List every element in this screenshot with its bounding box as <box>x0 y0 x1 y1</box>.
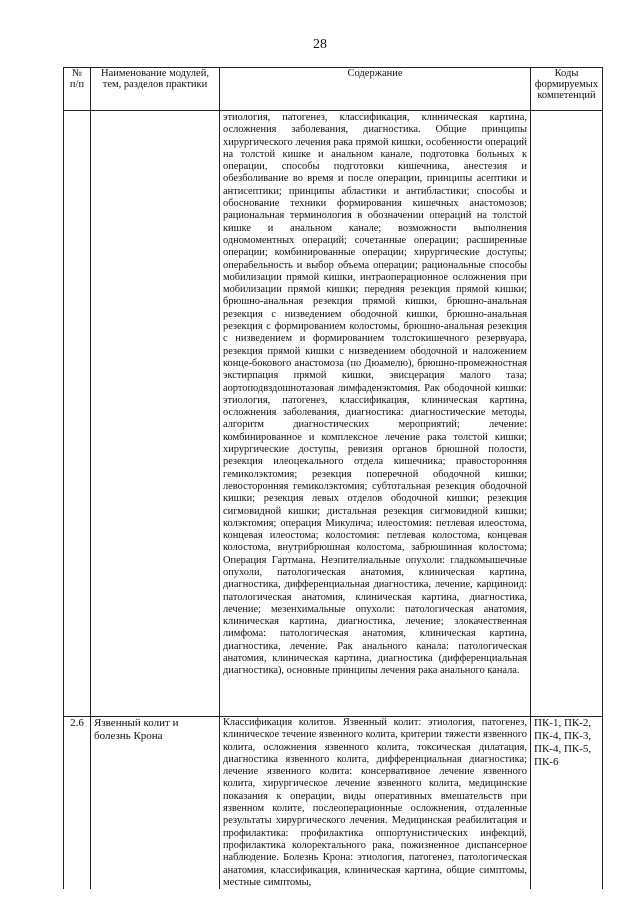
header-content: Содержание <box>220 68 531 111</box>
table-row <box>64 717 603 890</box>
table-row <box>64 111 603 717</box>
header-num: № п/п <box>64 68 91 111</box>
header-name: Наименование модулей, тем, разделов практики <box>91 68 220 111</box>
header-codes: Коды формируемых компетенций <box>531 68 603 111</box>
row-num <box>64 111 91 717</box>
table-header-row <box>64 68 603 111</box>
row-name <box>91 111 220 717</box>
row-codes <box>531 111 603 717</box>
row-content: этиология, патогенез, классификация, клиническая картина, осложнения заболевания, диагностика. Общие принципы хирургического лечения рака прямой кишки, особенности операций на толстой кишке и анальном канале, подготовка больных к операции, способы подготовки кишечника, анестезия и обезболивание во время и после операции, принципы асептики и антисептики; принципы абластики и антибластики; способы и обоснование техники формирования кишечных анастомозов; рациональная терминология в обозначении операций на толстой кишке и анальном канале; возможности выполнения одномоментных операций; сочетанные операции; расширенные операции; комбинированные операции; хирургические доступы; операбельность и выбор объема операции; рациональные способы мобилизации прямой кишки, интраоперационное осложнения при мобилизации прямой кишки; передняя резекция прямой кишки; брюшно-анальная резекция прямой кишки, брюшно-анальная резекция с низведением ободочной кишки, брюшно-анальная резекция с формированием колостомы, брюшно-анальная резекция с низведением и формированием толстокишечного резервуара, резекция прямой кишки с низведением ободочной и наложением конце-бокового анастомоза (по Дюамелю), брюшно-промежностная экстирпация прямой кишки, эвисцерация малого таза; аортоподвздошнотазовая лимфаденэктомия. Рак ободочной кишки: этиология, патогенез, классификация, клиническая картина, осложнения заболевания, диагностика: диагностические методы, алгоритм диагностических мероприятий; лечение: комбинированное и комплексное лечение рака толстой кишки; хирургические доступы, ревизия органов брюшной полости, резекция илеоцекального отдела кишечника; правосторонняя гемиколэктомия; резекция поперечной ободочной кишки; левосторонняя гемиколэктомия; субтотальная резекция ободочной кишки; резекция левых отделов ободочной кишки; резекция сигмовидной кишки; дистальная резекция сигмовидной кишки; колэктомия; операция Микулича; илеостомия: петлевая илеостома, концевая илеостома; колостомия: петлевая колостома, концевая колостома, внутрибрюшная колостома, забрюшинная колостома; Операция Гартмана. Неэпителиальные опухоли: гладкомышечные опухоли, патологическая анатомия, клиническая картина, диагностика, дифференциальная диагностика, лечение, карциноид: патологическая анатомия, клиническая картина, диагностика, лечение; мезенхимальные опухоли: патологическая анатомия, клиническая картина, диагностика, лечение; злокачественная лимфома: патологическая анатомия, клиническая картина, диагностика, лечение. Рак анального канала: патологическая анатомия, клиническая картина, диагностика (дифференциальная диагностика), основные принципы лечения рака анального канала. <box>220 111 531 717</box>
row-codes: ПК-1, ПК-2, ПК-4, ПК-3, ПК-4, ПК-5, ПК-6 <box>531 717 603 890</box>
row-content: Классификация колитов. Язвенный колит: этиология, патогенез, клиническое течение язвенного колита, критерии тяжести язвенного колита, осложнения язвенного колита, токсическая дилатация, диагностика язвенного колита, дифференциальная диагностика; лечение язвенного колита: консервативное лечение язвенного колита, хирургическое лечение язвенного колита, медицинские показания к операции, виды оперативных вмешательств при язвенном колите, послеоперационные осложнения, отдаленные результаты хирургического лечения. Медицинская реабилитация и профилактика: профилактика оппортунистических инфекций, профилактика колоректального рака, пожизненное диспансерное наблюдение. Болезнь Крона: этиология, патогенез, патологическая анатомия, классификация, клиническая картина, общие симптомы, местные симптомы, <box>220 717 531 890</box>
page-number: 28 <box>313 37 327 52</box>
row-num: 2.6 <box>64 717 91 890</box>
curriculum-table <box>63 67 603 889</box>
row-name: Язвенный колит и болезнь Крона <box>91 717 220 890</box>
